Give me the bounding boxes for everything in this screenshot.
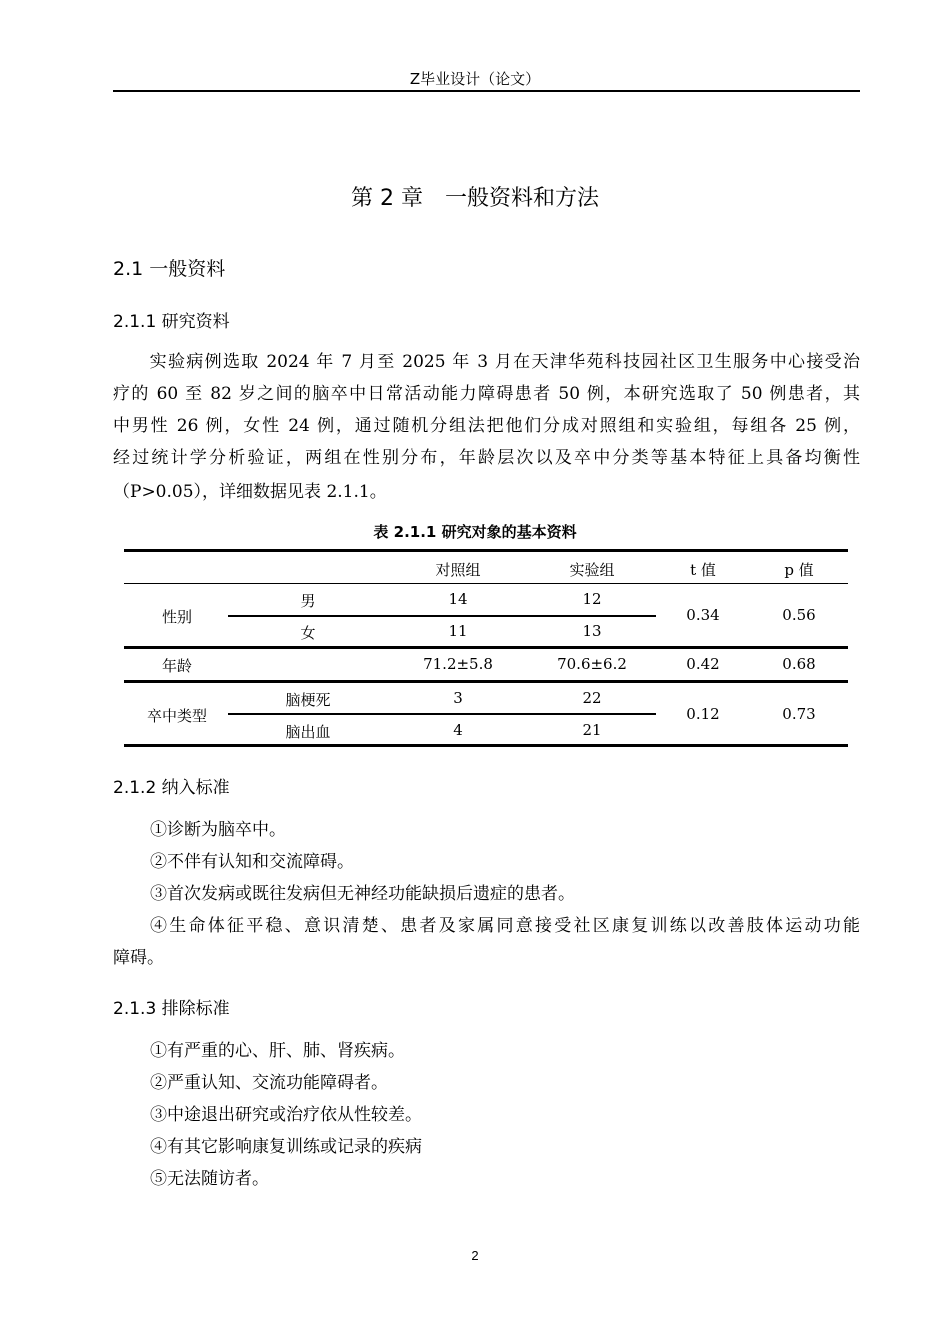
table-top-rule — [124, 549, 848, 552]
paragraph-line: 疗的 60 至 82 岁之间的脑卒中日常活动能力障碍患者 50 例，本研究选取了 50 例患者，其 — [113, 384, 860, 404]
list-item-continuation: 障碍。 — [113, 948, 164, 968]
subsection-heading: 2.1.3 排除标准 — [113, 999, 230, 1019]
paragraph-line: （P>0.05），详细数据见表 2.1.1。 — [113, 482, 387, 502]
cell-exp: 12 — [582, 590, 602, 608]
cell-exp: 21 — [582, 721, 602, 739]
subsection-heading: 2.1.1 研究资料 — [113, 312, 230, 332]
table-rule — [124, 646, 848, 649]
sub-label: 脑出血 — [285, 723, 331, 741]
cell-t: 0.42 — [686, 655, 720, 673]
list-item: ②不伴有认知和交流障碍。 — [150, 852, 354, 872]
sub-label: 女 — [300, 624, 316, 642]
paragraph-line: 经过统计学分析验证，两组在性别分布，年龄层次以及卒中分类等基本特征上具备均衡性 — [113, 448, 860, 468]
cell-p: 0.56 — [782, 606, 816, 624]
running-header: Z毕业设计（论文） — [409, 70, 541, 88]
sub-label: 男 — [300, 592, 316, 610]
col-header-p: p 值 — [784, 561, 814, 579]
cell-control: 4 — [453, 721, 463, 739]
col-header-control: 对照组 — [435, 561, 481, 579]
section-heading: 2.1 一般资料 — [113, 258, 226, 280]
cell-t: 0.12 — [686, 705, 720, 723]
table-header-rule — [124, 583, 848, 584]
list-item: ④生命体征平稳、意识清楚、患者及家属同意接受社区康复训练以改善肢体运动功能 — [150, 916, 860, 936]
cell-control: 71.2±5.8 — [423, 655, 493, 673]
list-item: ①有严重的心、肝、肺、肾疾病。 — [150, 1041, 405, 1061]
list-item: ④有其它影响康复训练或记录的疾病 — [150, 1137, 422, 1157]
table-inner-rule — [228, 615, 656, 617]
cell-control: 14 — [448, 590, 468, 608]
col-header-t: t 值 — [690, 561, 716, 579]
header-rule — [113, 90, 860, 92]
row-label-gender: 性别 — [161, 608, 193, 626]
page-number: 2 — [471, 1248, 479, 1263]
cell-control: 11 — [448, 622, 468, 640]
list-item: ②严重认知、交流功能障碍者。 — [150, 1073, 388, 1093]
cell-p: 0.73 — [782, 705, 816, 723]
row-label-stroke: 卒中类型 — [146, 707, 208, 725]
table-bottom-rule — [124, 744, 848, 747]
sub-label: 脑梗死 — [285, 691, 331, 709]
row-label-age: 年龄 — [161, 657, 193, 675]
list-item: ③中途退出研究或治疗依从性较差。 — [150, 1105, 422, 1125]
cell-control: 3 — [453, 689, 463, 707]
list-item: ①诊断为脑卒中。 — [150, 820, 286, 840]
col-header-experiment: 实验组 — [569, 561, 615, 579]
table-inner-rule — [228, 713, 656, 715]
cell-exp: 70.6±6.2 — [557, 655, 627, 673]
list-item: ③首次发病或既往发病但无神经功能缺损后遗症的患者。 — [150, 884, 575, 904]
table-rule — [124, 680, 848, 683]
cell-exp: 13 — [582, 622, 602, 640]
cell-exp: 22 — [582, 689, 602, 707]
cell-p: 0.68 — [782, 655, 816, 673]
paragraph-line: 实验病例选取 2024 年 7 月至 2025 年 3 月在天津华苑科技园社区卫生服务中心接受治 — [113, 352, 860, 372]
table-caption: 表 2.1.1 研究对象的基本资料 — [373, 523, 577, 541]
cell-t: 0.34 — [686, 606, 720, 624]
list-item: ⑤无法随访者。 — [150, 1169, 269, 1189]
paragraph-line: 中男性 26 例，女性 24 例，通过随机分组法把他们分成对照组和实验组，每组各 25 例， — [113, 416, 860, 436]
chapter-title: 第 2 章 一般资料和方法 — [351, 186, 599, 211]
subsection-heading: 2.1.2 纳入标准 — [113, 778, 230, 798]
